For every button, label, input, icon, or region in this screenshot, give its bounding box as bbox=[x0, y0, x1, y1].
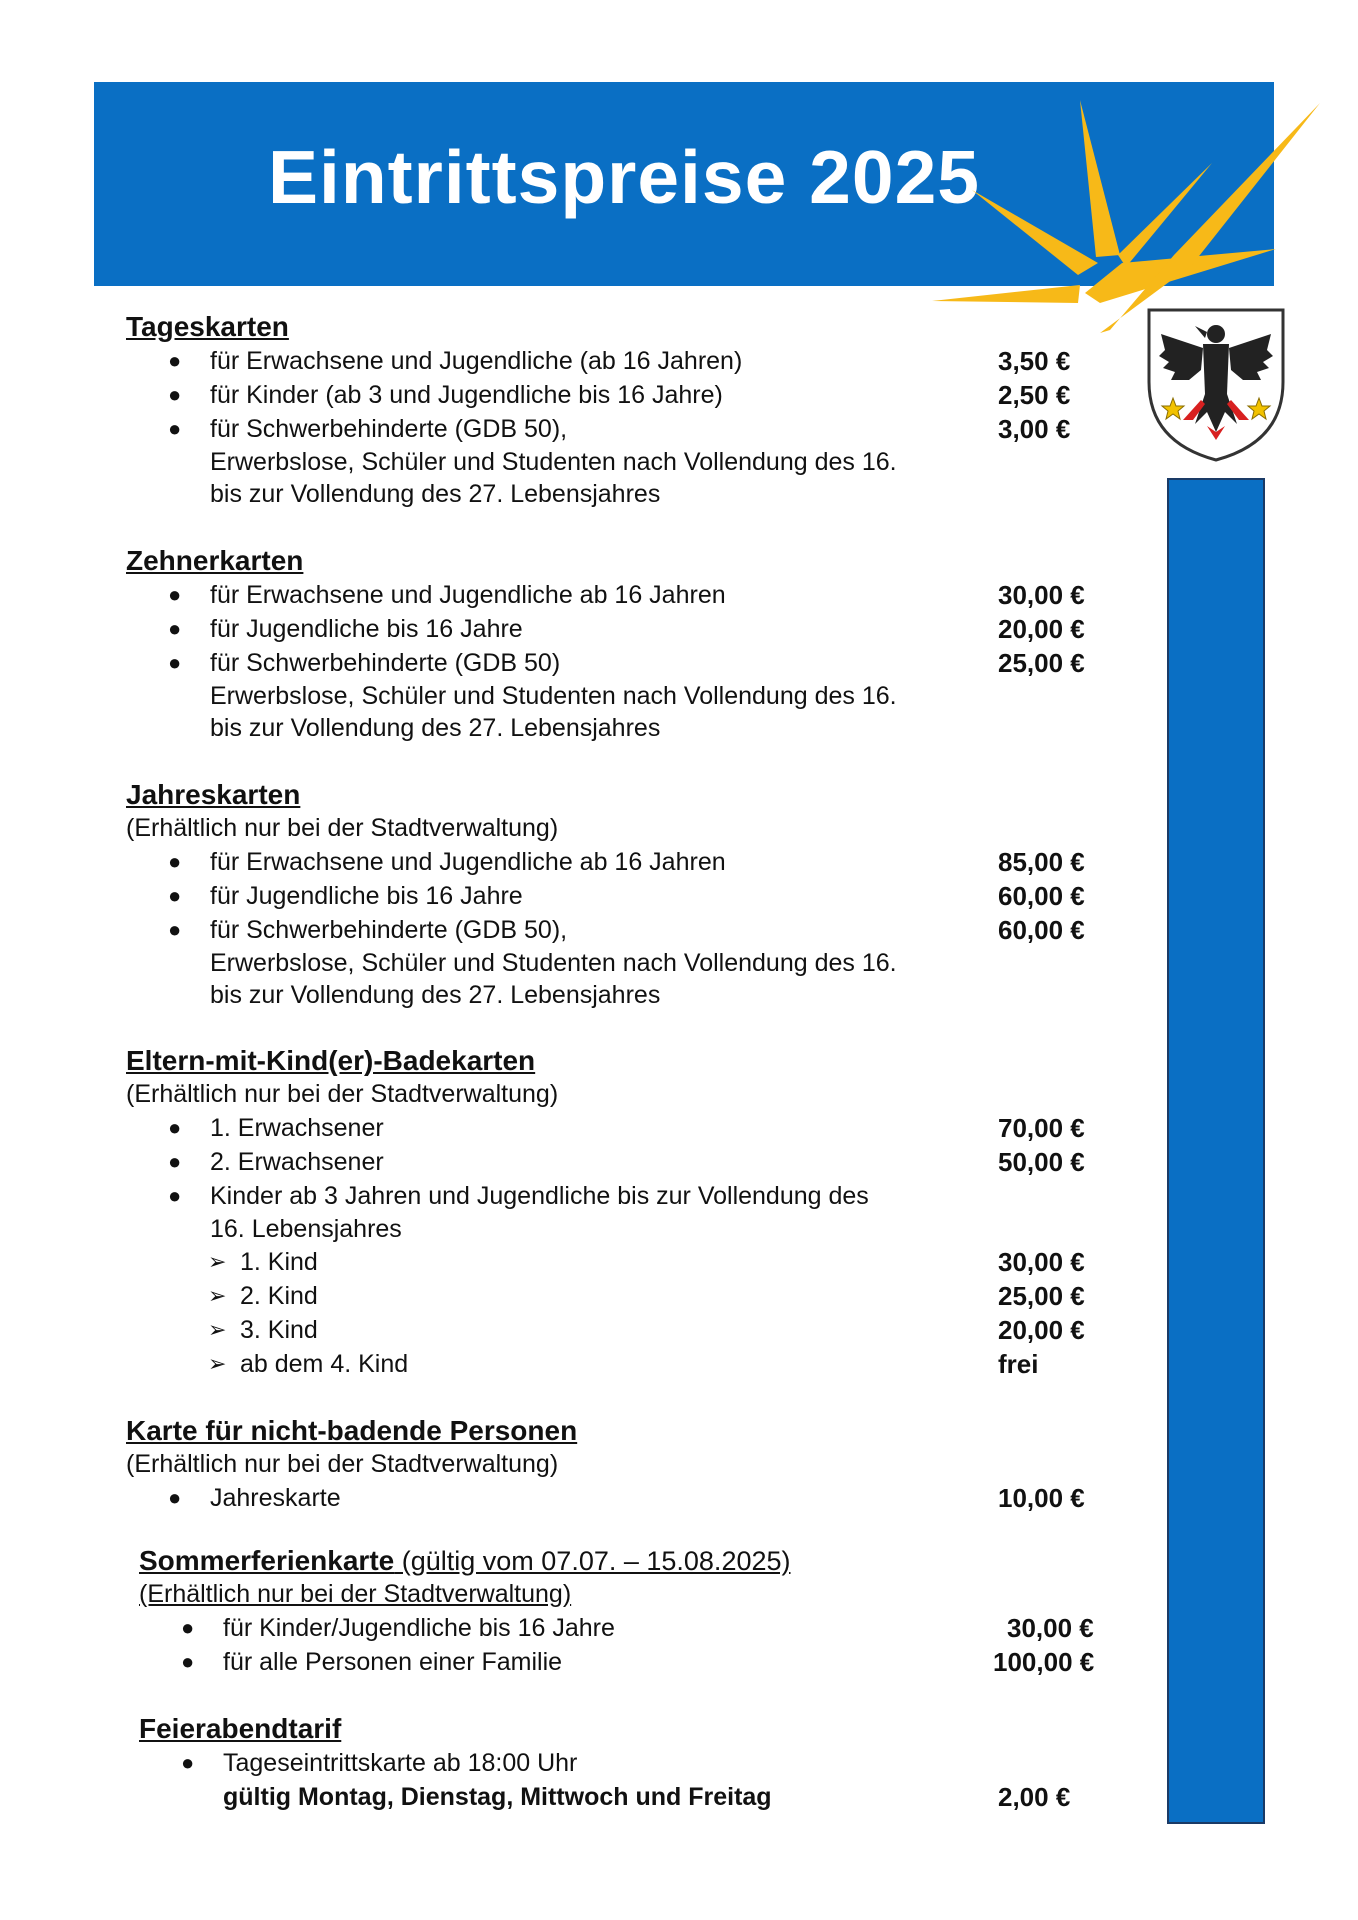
price: 2,00 € bbox=[998, 1782, 1071, 1812]
list-item: ● für Erwachsene und Jugendliche ab 16 Jahren 30,00 € bbox=[168, 580, 1085, 610]
list-item: ● für Kinder (ab 3 und Jugendliche bis 16 Jahre) 2,50 € bbox=[168, 380, 1071, 410]
section-eltern-kind: Eltern-mit-Kind(er)-Badekarten (Erhältlich nur bei der Stadtverwaltung) ● 1. Erwachsener 70,00 € ● 2. Erwachsener 50,00 € ● Kinder ab 3 Jahren und Jugendliche bis zur Vollendung des 16. Lebensjahres ➢ 1. Kind 30,00 € ➢ 2. Kind 25,00 € ➢ 3. Kind 20,00 € ➢ ab dem 4. Kind frei bbox=[126, 1044, 1126, 1381]
bullet-dot-icon: ● bbox=[168, 917, 182, 942]
sub-list-item: ➢ ab dem 4. Kind frei bbox=[208, 1349, 1039, 1379]
list-item: ● Tageseintrittskarte ab 18:00 Uhr bbox=[139, 1746, 1139, 1780]
section-heading: Feierabendtarif bbox=[139, 1713, 342, 1744]
section-heading: Tageskarten bbox=[126, 311, 289, 342]
list-item: ● für Jugendliche bis 16 Jahre 20,00 € bbox=[168, 614, 1085, 644]
price: 25,00 € bbox=[998, 648, 1085, 678]
section-heading: Zehnerkarten bbox=[126, 545, 304, 576]
price: 30,00 € bbox=[1007, 1613, 1094, 1643]
list-item: ● für Schwerbehinderte (GDB 50), 60,00 € bbox=[168, 915, 1085, 945]
bullet-dot-icon: ● bbox=[168, 883, 182, 908]
price: 3,50 € bbox=[998, 346, 1071, 376]
arrow-bullet-icon: ➢ bbox=[208, 1283, 227, 1308]
validity-period: (gültig vom 07.07. – 15.08.2025) bbox=[394, 1546, 791, 1576]
list-item: ● Kinder ab 3 Jahren und Jugendliche bis zur Vollendung des bbox=[126, 1179, 1126, 1213]
price: 30,00 € bbox=[998, 1247, 1085, 1277]
bullet-dot-icon: ● bbox=[168, 582, 182, 607]
sub-list-item: ➢ 1. Kind 30,00 € bbox=[208, 1247, 1085, 1277]
list-item: ● für Kinder/Jugendliche bis 16 Jahre 30,00 € bbox=[181, 1613, 1094, 1643]
availability-note: (Erhältlich nur bei der Stadtverwaltung) bbox=[126, 1450, 559, 1478]
section-heading: Sommerferienkarte (gültig vom 07.07. – 15.08.2025) bbox=[139, 1545, 791, 1576]
price: 60,00 € bbox=[998, 881, 1085, 911]
price: 25,00 € bbox=[998, 1281, 1085, 1311]
bullet-dot-icon: ● bbox=[181, 1750, 195, 1775]
price: 100,00 € bbox=[993, 1647, 1095, 1677]
price: 20,00 € bbox=[998, 614, 1085, 644]
section-zehnerkarten: Zehnerkarten ● für Erwachsene und Jugendliche ab 16 Jahren 30,00 € ● für Jugendliche bis 16 Jahre 20,00 € ● für Schwerbehinderte (GDB 50) 25,00 € Erwerbslose, Schüler und Studenten nach Vollendung des 16. bis zur Vollendung des 27. Lebensjahres bbox=[126, 544, 1126, 744]
bullet-dot-icon: ● bbox=[168, 650, 182, 675]
bullet-dot-icon: ● bbox=[168, 1183, 182, 1208]
list-item: ● für Jugendliche bis 16 Jahre 60,00 € bbox=[168, 881, 1085, 911]
list-item: ● für Schwerbehinderte (GDB 50), 3,00 € bbox=[168, 414, 1071, 444]
price: 10,00 € bbox=[998, 1483, 1085, 1513]
list-item: ● für Erwachsene und Jugendliche (ab 16 Jahren) 3,50 € bbox=[168, 346, 1071, 376]
sub-list-item: ➢ 3. Kind 20,00 € bbox=[208, 1315, 1085, 1345]
price: 2,50 € bbox=[998, 380, 1071, 410]
eagle-coat-of-arms-icon bbox=[1143, 304, 1289, 464]
bullet-dot-icon: ● bbox=[181, 1615, 195, 1640]
list-item: ● 1. Erwachsener 70,00 € bbox=[168, 1113, 1085, 1143]
list-item: ● für Erwachsene und Jugendliche ab 16 Jahren 85,00 € bbox=[168, 847, 1085, 877]
price: 85,00 € bbox=[998, 847, 1085, 877]
price: 30,00 € bbox=[998, 580, 1085, 610]
bullet-dot-icon: ● bbox=[168, 849, 182, 874]
section-heading: Karte für nicht-badende Personen bbox=[126, 1415, 578, 1446]
list-item: ● für alle Personen einer Familie 100,00 € bbox=[181, 1647, 1095, 1677]
price: 60,00 € bbox=[998, 915, 1085, 945]
price: frei bbox=[998, 1349, 1039, 1379]
bullet-dot-icon: ● bbox=[168, 1115, 182, 1140]
bullet-dot-icon: ● bbox=[168, 616, 182, 641]
bullet-dot-icon: ● bbox=[168, 1485, 182, 1510]
section-feierabendtarif bbox=[139, 1712, 1139, 1814]
bullet-dot-icon: ● bbox=[168, 382, 182, 407]
availability-note: (Erhältlich nur bei der Stadtverwaltung) bbox=[126, 814, 559, 842]
bullet-dot-icon: ● bbox=[168, 416, 182, 441]
section-nicht-badende bbox=[126, 1414, 1126, 1515]
sub-list-item: ➢ 2. Kind 25,00 € bbox=[208, 1281, 1085, 1311]
section-jahreskarten: Jahreskarten (Erhältlich nur bei der Stadtverwaltung) ● für Erwachsene und Jugendliche ab 16 Jahren 85,00 € ● für Jugendliche bis 16 Jahre 60,00 € ● für Schwerbehinderte (GDB 50), 60,00 € Erwerbslose, Schüler und Studenten nach Vollendung des 16. bis zur Vollendung des 27. Lebensjahres bbox=[126, 778, 1126, 1011]
list-item: ● Jahreskarte 10,00 € bbox=[168, 1483, 1085, 1513]
section-tageskarten: Tageskarten ● für Erwachsene und Jugendliche (ab 16 Jahren) 3,50 € ● für Kinder (ab 3 und Jugendliche bis 16 Jahre) 2,50 € ● für Schwerbehinderte (GDB 50), 3,00 € Erwerbslose, Schüler und Studenten nach Vollendung des 16. bis zur Vollendung des 27. Lebensjahres bbox=[126, 310, 1126, 510]
bullet-dot-icon: ● bbox=[168, 1149, 182, 1174]
price: 50,00 € bbox=[998, 1147, 1085, 1177]
price: 3,00 € bbox=[998, 414, 1071, 444]
availability-note: (Erhältlich nur bei der Stadtverwaltung) bbox=[139, 1580, 572, 1608]
list-item: ● 2. Erwachsener 50,00 € bbox=[168, 1147, 1085, 1177]
section-sommerferienkarte bbox=[139, 1544, 1139, 1679]
arrow-bullet-icon: ➢ bbox=[208, 1249, 227, 1274]
price: 20,00 € bbox=[998, 1315, 1085, 1345]
availability-note: (Erhältlich nur bei der Stadtverwaltung) bbox=[126, 1080, 559, 1108]
arrow-bullet-icon: ➢ bbox=[208, 1317, 227, 1342]
price: 70,00 € bbox=[998, 1113, 1085, 1143]
section-heading: Eltern-mit-Kind(er)-Badekarten bbox=[126, 1045, 536, 1076]
arrow-bullet-icon: ➢ bbox=[208, 1351, 227, 1376]
section-heading: Jahreskarten bbox=[126, 779, 301, 810]
list-item-continuation: gültig Montag, Dienstag, Mittwoch und Freitag 2,00 € bbox=[223, 1782, 1071, 1812]
bullet-dot-icon: ● bbox=[168, 348, 182, 373]
page-title: Eintrittspreise 2025 bbox=[268, 135, 980, 219]
list-item: ● für Schwerbehinderte (GDB 50) 25,00 € bbox=[168, 648, 1085, 678]
bullet-dot-icon: ● bbox=[181, 1649, 195, 1674]
decorative-side-bar bbox=[1167, 478, 1265, 1824]
